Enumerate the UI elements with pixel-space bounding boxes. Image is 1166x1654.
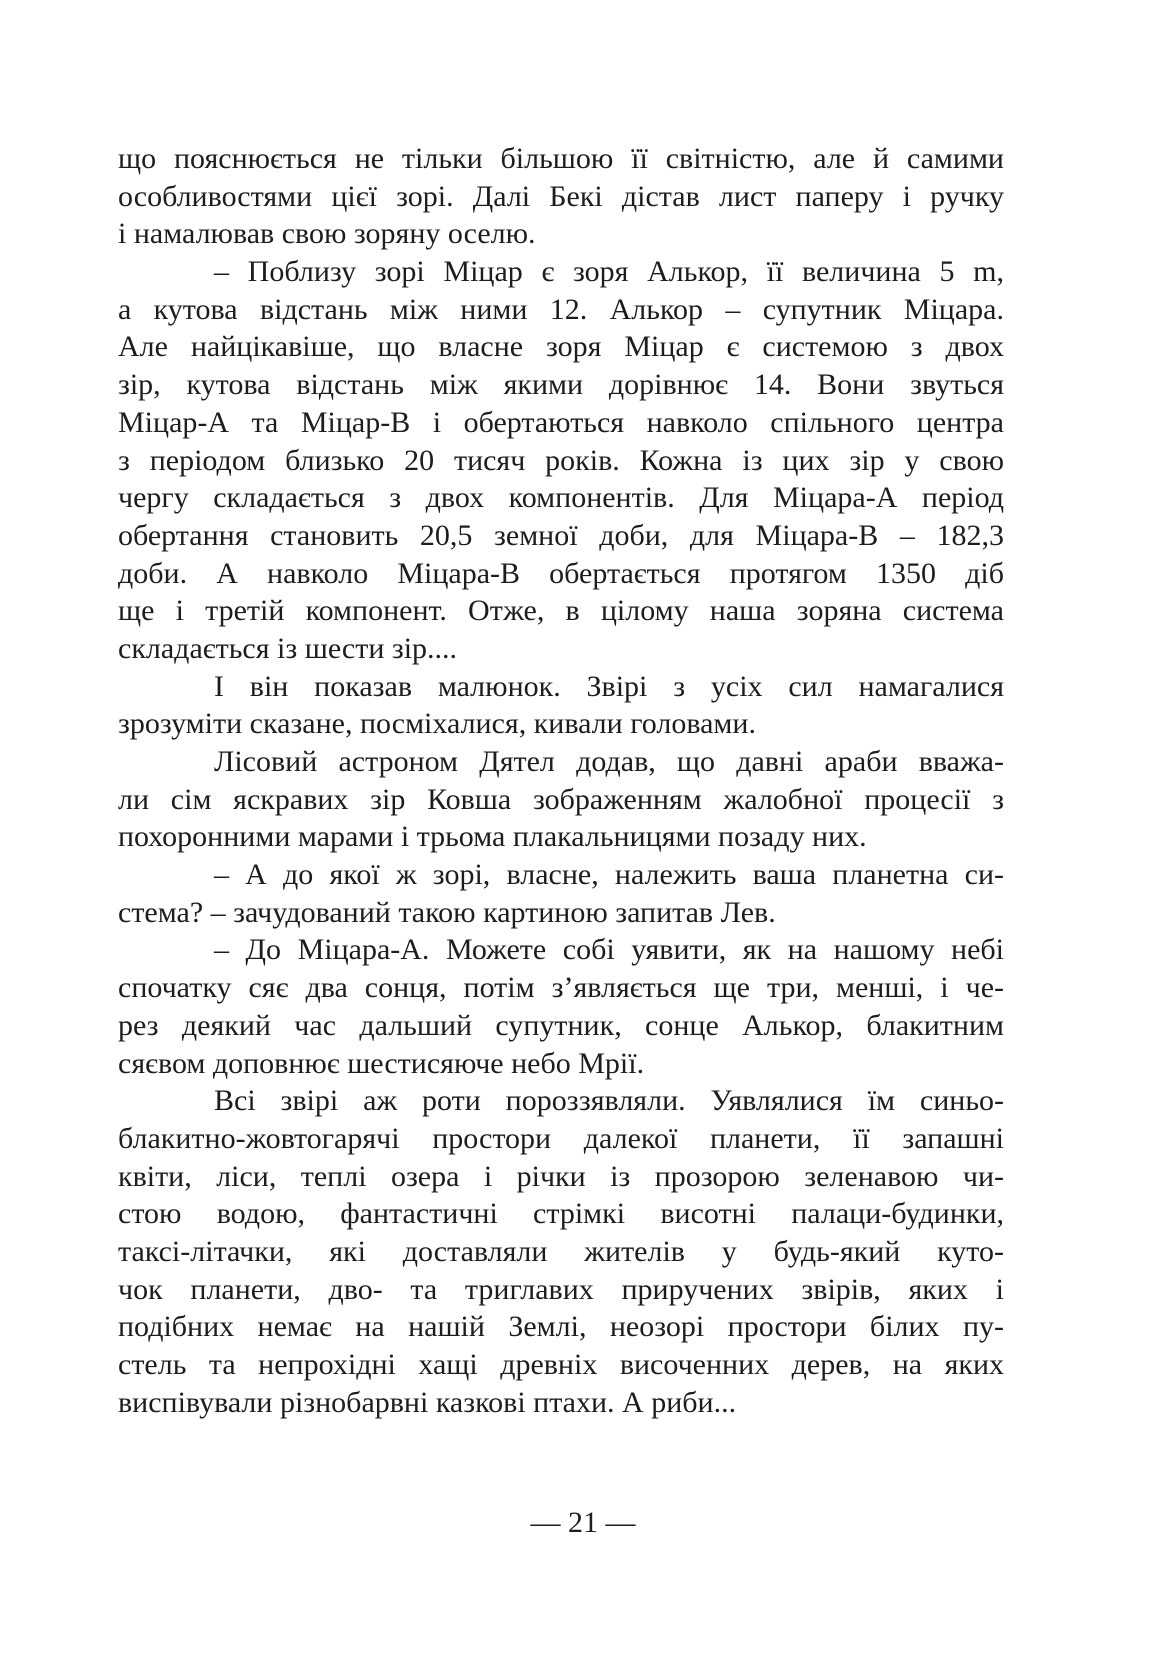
text-line: і намалював свою зоряну оселю. [118, 217, 536, 251]
text-line: ще і третій компонент. Отже, в цілому наша зоряна система [118, 594, 1004, 628]
text-line: особливостями цієї зорі. Далі Бекі дістав лист паперу і ручку [118, 179, 1004, 213]
text-line: стою водою, фантастичні стрімкі висотні палаци-будинки, [118, 1197, 1004, 1231]
text-line: що пояснюється не тільки більшою її світністю, але й самими [118, 142, 1004, 175]
text-line: – А до якої ж зорі, власне, належить ваша планетна си- [214, 858, 1004, 892]
text-line: складається із шести зір.... [118, 631, 458, 665]
text-line: – Поблизу зорі Міцар є зоря Алькор, її величина 5 m, [214, 255, 1004, 289]
text-line: подібних немає на нашій Землі, неозорі простори білих пу- [118, 1310, 1004, 1344]
text-line: стель та непрохідні хащі древніх височенних дерев, на яких [118, 1348, 1004, 1381]
text-line: спочатку сяє два сонця, потім з’являється ще три, менші, і че- [118, 971, 1004, 1005]
text-line: І він показав малюнок. Звірі з усіх сил намагалися [214, 669, 1004, 703]
text-line: зір, кутова відстань між якими дорівнює 14. Вони звуться [118, 368, 1004, 402]
text-line: а кутова відстань між ними 12. Алькор – супутник Міцара. [118, 292, 1004, 326]
text-line: таксі-літачки, які доставляли жителів у будь-який куто- [118, 1234, 1004, 1268]
text-line: квіти, ліси, теплі озера і річки із прозорою зеленавою чи- [118, 1159, 1004, 1193]
text-line: – До Міцара-А. Можете собі уявити, як на нашому небі [214, 933, 1004, 967]
text-line: чок планети, дво- та триглавих приручених звірів, яких і [118, 1272, 1004, 1306]
text-line: сяєвом доповнює шестисяюче небо Мрії. [118, 1046, 645, 1080]
text-line: обертання становить 20,5 земної доби, для Міцара-В – 182,3 [118, 518, 1004, 552]
text-line: виспівували різнобарвні казкові птахи. А риби... [118, 1385, 737, 1419]
text-line: з періодом близько 20 тисяч років. Кожна із цих зір у свою [118, 443, 1004, 477]
text-line: ли сім яскравих зір Ковша зображенням жалобної процесії з [118, 782, 1004, 816]
body-text [118, 140, 1004, 1421]
page-number: — 21 — [530, 1506, 636, 1539]
text-line: Всі звірі аж роти пороззявляли. Уявлялися їм синьо- [214, 1084, 1004, 1118]
text-line: чергу складається з двох компонентів. Для Міцара-А період [118, 481, 1004, 515]
text-line: рез деякий час дальший супутник, сонце Алькор, блакитним [118, 1008, 1004, 1042]
text-line: блакитно-жовтогарячі простори далекої планети, її запашні [118, 1121, 1004, 1155]
text-line: похоронними марами і трьома плакальницями позаду них. [118, 820, 867, 854]
text-line: доби. А навколо Міцара-В обертається протягом 1350 діб [118, 556, 1004, 590]
text-line: зрозуміти сказане, посміхалися, кивали головами. [118, 707, 756, 741]
text-line: Але найцікавіше, що власне зоря Міцар є системою з двох [118, 330, 1004, 364]
text-line: Міцар-А та Міцар-В і обертаються навколо спільного центра [118, 405, 1004, 439]
text-line: Лісовий астроном Дятел додав, що давні араби вважа- [214, 745, 1004, 778]
text-line: стема? – зачудований такою картиною запитав Лев. [118, 895, 776, 929]
